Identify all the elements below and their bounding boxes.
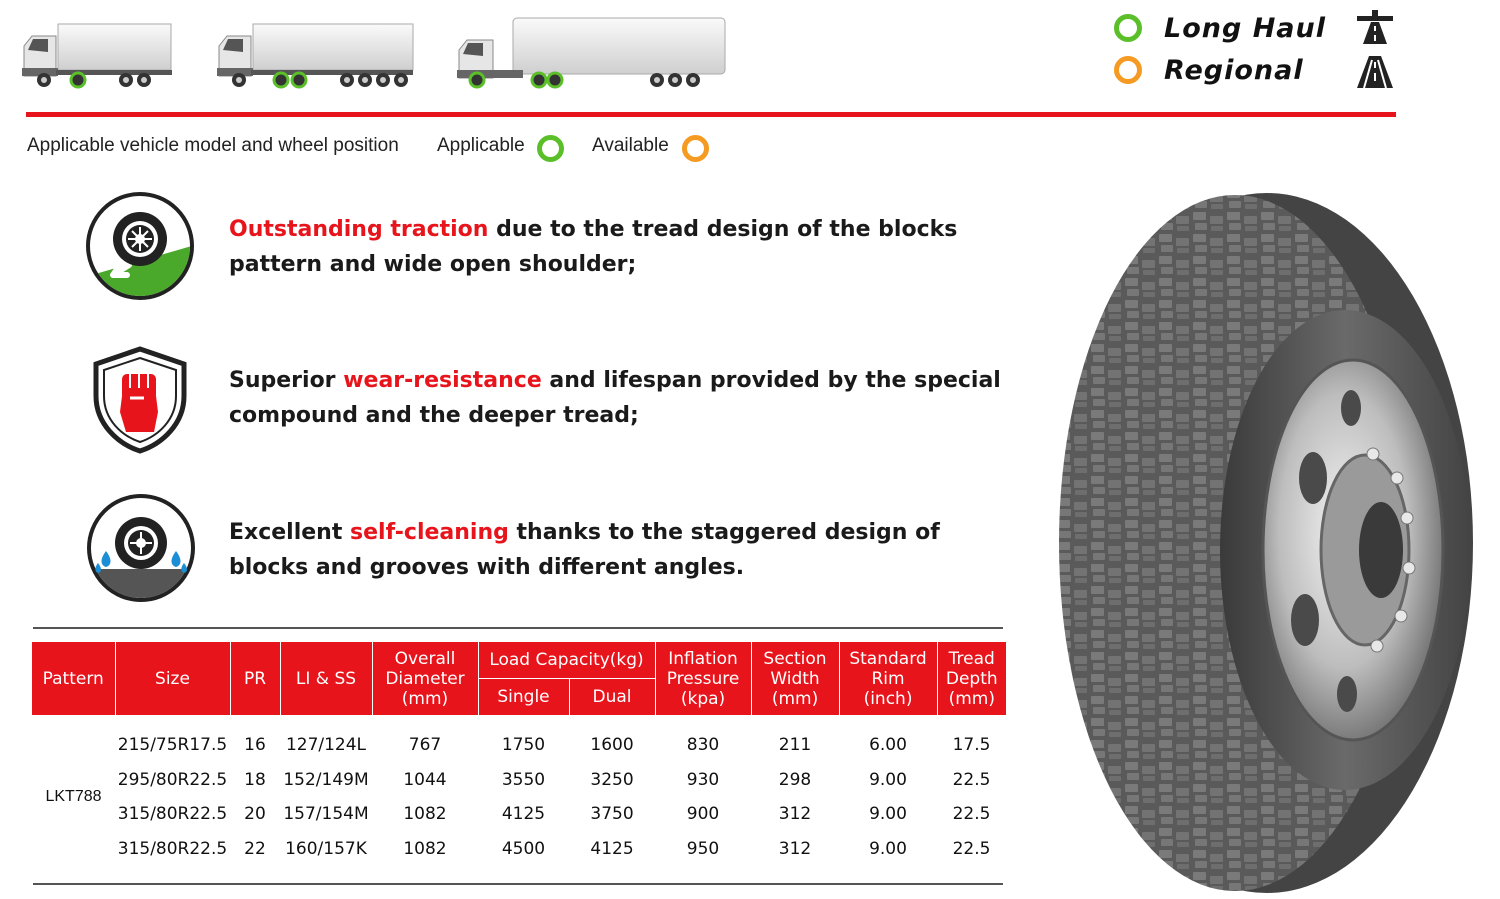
- rim-cell: 9.00: [869, 838, 907, 859]
- table-row: [32, 832, 1006, 867]
- highway-icon: [1355, 10, 1395, 44]
- available-caption: Available: [592, 135, 669, 156]
- header-rim: Standard Rim (inch): [839, 642, 937, 715]
- depth-cell: 17.5: [952, 735, 991, 756]
- road-icon: [1355, 56, 1395, 88]
- legend-regional: [1114, 52, 1304, 88]
- single-cell: 4125: [501, 804, 546, 825]
- dual-cell: 1600: [590, 735, 634, 756]
- rigid-truck-4-axle-illustration: [213, 20, 418, 92]
- pr-cell: 22: [244, 838, 266, 859]
- tire-product-image: [1055, 188, 1480, 898]
- width-cell: 312: [778, 838, 812, 859]
- header-inflation: Inflation Pressure (kpa): [655, 642, 751, 715]
- header-tread-depth: Tread Depth (mm): [937, 642, 1006, 715]
- available-ring-icon: [682, 135, 709, 162]
- diameter-cell: 1044: [403, 769, 447, 790]
- rim-cell: 9.00: [869, 804, 907, 825]
- applicable-ring-icon: [537, 135, 564, 162]
- traction-tire-icon: [85, 191, 195, 301]
- single-cell: 1750: [501, 735, 546, 756]
- table-bottom-rule: [33, 883, 1003, 885]
- header-divider: [26, 112, 1396, 117]
- header-pattern: Pattern: [32, 642, 115, 715]
- width-cell: 211: [778, 735, 812, 756]
- feature-wear-line1: and lifespan provided by the special: [541, 368, 1001, 393]
- rigid-truck-2-axle-illustration: [18, 20, 176, 92]
- dual-cell: 3750: [590, 804, 634, 825]
- regional-label: Regional: [1164, 54, 1304, 86]
- inflation-cell: 950: [686, 838, 720, 859]
- pattern-cell: LKT788: [45, 788, 102, 805]
- feature-traction-line2: pattern and wide open shoulder;: [229, 252, 637, 277]
- depth-cell: 22.5: [952, 769, 991, 790]
- pr-cell: 20: [244, 804, 266, 825]
- spec-table: [32, 642, 1006, 866]
- tractor-trailer-illustration: [455, 16, 730, 92]
- rim-cell: 6.00: [869, 735, 907, 756]
- single-cell: 3550: [501, 769, 546, 790]
- inflation-cell: 830: [686, 735, 720, 756]
- legend-long-haul: [1114, 10, 1326, 46]
- feature-traction-line1: due to the tread design of the blocks: [488, 217, 958, 242]
- li-ss-cell: 152/149M: [283, 769, 369, 790]
- applicable-caption: Applicable: [437, 135, 525, 156]
- rim-cell: 9.00: [869, 769, 907, 790]
- feature-cleaning-line2: blocks and grooves with different angles.: [229, 555, 745, 580]
- feature-traction: [229, 212, 957, 282]
- size-cell: 295/80R22.5: [117, 769, 228, 790]
- fist-shield-icon: [92, 346, 188, 454]
- header-size: Size: [115, 642, 230, 715]
- width-cell: 298: [778, 769, 812, 790]
- depth-cell: 22.5: [952, 838, 991, 859]
- diameter-cell: 1082: [403, 838, 447, 859]
- table-row: [32, 797, 1006, 832]
- dual-cell: 4125: [590, 838, 634, 859]
- pr-cell: 18: [244, 769, 266, 790]
- feature-wear-highlight: wear-resistance: [343, 368, 542, 393]
- header-single: Single: [478, 679, 569, 716]
- li-ss-cell: 160/157K: [285, 838, 367, 859]
- single-cell: 4500: [501, 838, 546, 859]
- table-top-rule: [33, 627, 1003, 629]
- long-haul-ring-icon: [1114, 14, 1142, 42]
- depth-cell: 22.5: [952, 804, 991, 825]
- size-cell: 315/80R22.5: [117, 804, 228, 825]
- size-cell: 315/80R22.5: [117, 838, 228, 859]
- feature-cleaning: [229, 515, 940, 585]
- feature-cleaning-highlight: self-cleaning: [350, 520, 509, 545]
- feature-cleaning-line1: thanks to the staggered design of: [508, 520, 940, 545]
- header-diameter: Overall Diameter (mm): [372, 642, 478, 715]
- li-ss-cell: 157/154M: [283, 804, 369, 825]
- header-section-width: Section Width (mm): [751, 642, 839, 715]
- inflation-cell: 900: [686, 804, 720, 825]
- inflation-cell: 930: [686, 769, 720, 790]
- long-haul-label: Long Haul: [1164, 12, 1326, 44]
- size-cell: 215/75R17.5: [117, 735, 228, 756]
- header-dual: Dual: [569, 679, 655, 716]
- dual-cell: 3250: [590, 769, 634, 790]
- table-row: [32, 763, 1006, 798]
- li-ss-cell: 127/124L: [285, 735, 367, 756]
- regional-ring-icon: [1114, 56, 1142, 84]
- feature-traction-highlight: Outstanding traction: [229, 217, 489, 242]
- feature-cleaning-pre: Excellent: [229, 520, 351, 545]
- feature-wear: [229, 363, 1001, 433]
- table-row: [32, 728, 1006, 763]
- feature-wear-pre: Superior: [229, 368, 344, 393]
- header-load-capacity: Load Capacity(kg): [478, 642, 655, 679]
- header-li-ss: LI & SS: [280, 642, 372, 715]
- water-tire-icon: [86, 493, 196, 603]
- diameter-cell: 1082: [403, 804, 447, 825]
- diameter-cell: 767: [408, 735, 442, 756]
- feature-wear-line2: compound and the deeper tread;: [229, 403, 639, 428]
- pr-cell: 16: [244, 735, 266, 756]
- width-cell: 312: [778, 804, 812, 825]
- header-pr: PR: [230, 642, 280, 715]
- vehicle-model-caption: Applicable vehicle model and wheel position: [27, 135, 399, 156]
